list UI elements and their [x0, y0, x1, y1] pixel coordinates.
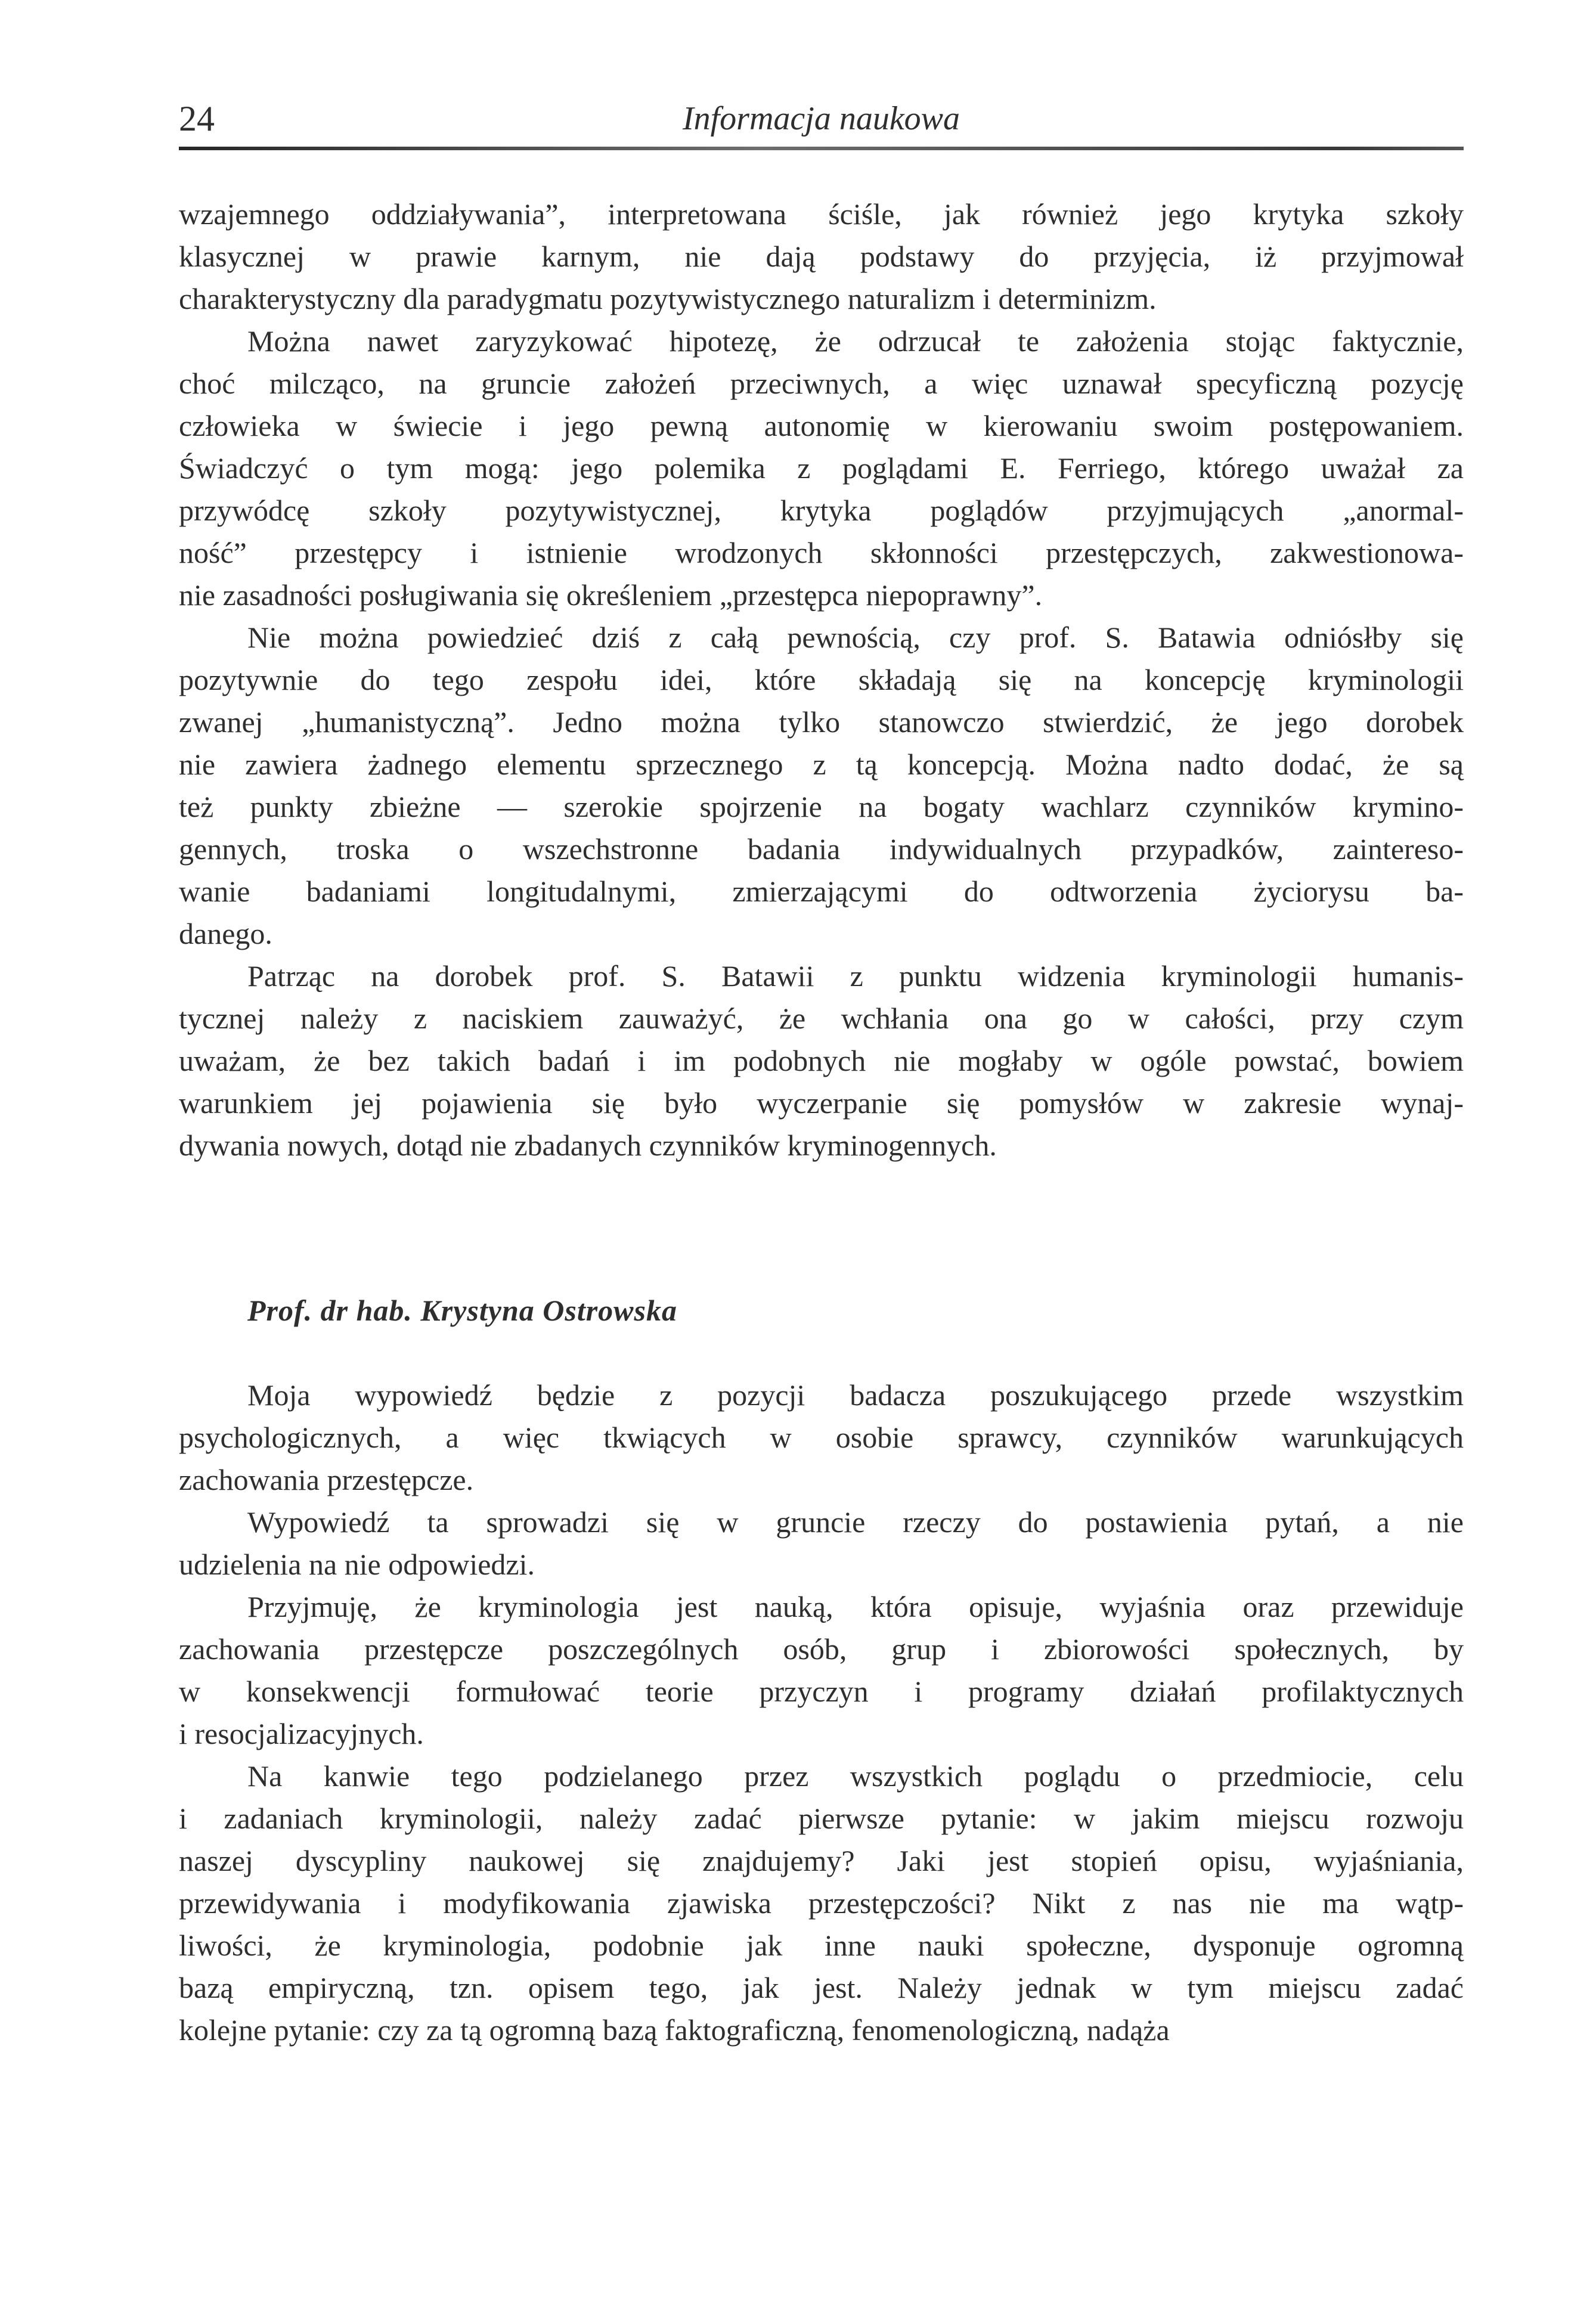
running-title: Informacja naukowa [682, 100, 960, 137]
page-body [179, 150, 1464, 2051]
text-line: i resocjalizacyjnych. [179, 1717, 424, 1750]
text-line: danego. [179, 917, 272, 950]
text-line: Moja wypowiedź będzie z pozycji badacza poszukującego przede wszystkim [247, 1378, 1464, 1412]
text-line: liwości, że kryminologia, podobnie jak inne nauki społeczne, dysponuje ogromną [179, 1929, 1464, 1962]
text-line: tycznej należy z naciskiem zauważyć, że wchłania ona go w całości, przy czym [179, 1002, 1464, 1035]
text-line: zwanej „humanistyczną”. Jedno można tylko stanowczo stwierdzić, że jego dorobek [179, 705, 1464, 739]
paragraph [179, 320, 1464, 616]
paragraph [179, 616, 1464, 955]
text-line: przywódcę szkoły pozytywistycznej, krytyka poglądów przyjmujących „anormal- [179, 494, 1464, 527]
text-line: zachowania przestępcze. [179, 1463, 474, 1496]
paragraph [179, 1755, 1464, 2051]
text-line: warunkiem jej pojawienia się było wyczerpanie się pomysłów w zakresie wynaj- [179, 1086, 1464, 1120]
text-column [179, 0, 1464, 2051]
text-line: psychologicznych, a więc tkwiących w osobie sprawcy, czynników warunkujących [179, 1421, 1464, 1454]
page-header [179, 0, 1464, 137]
paragraph [179, 193, 1464, 320]
text-line: Przyjmuję, że kryminologia jest nauką, która opisuje, wyjaśnia oraz przewiduje [247, 1590, 1464, 1623]
text-line: Można nawet zaryzykować hipotezę, że odrzucał te założenia stojąc faktycznie, [247, 324, 1464, 358]
section-author-heading: Prof. dr hab. Krystyna Ostrowska [247, 1294, 677, 1327]
text-line: wanie badaniami longitudalnymi, zmierzającymi do odtworzenia życiorysu ba- [179, 875, 1464, 908]
paragraph [179, 1374, 1464, 1501]
text-line: kolejne pytanie: czy za tą ogromną bazą faktograficzną, fenomenologiczną, nadąża [179, 2013, 1170, 2047]
paragraph [179, 1501, 1464, 1586]
text-line: pozytywnie do tego zespołu idei, które składają się na koncepcję kryminologii [179, 663, 1464, 696]
text-line: uważam, że bez takich badań i im podobnych nie mogłaby w ogóle powstać, bowiem [179, 1044, 1464, 1077]
text-line: dywania nowych, dotąd nie zbadanych czynników kryminogennych. [179, 1129, 997, 1162]
text-line: w konsekwencji formułować teorie przyczyn i programy działań profilaktycznych [179, 1675, 1464, 1708]
text-line: choć milcząco, na gruncie założeń przeciwnych, a więc uznawał specyficzną pozycję [179, 367, 1464, 400]
text-line: klasycznej w prawie karnym, nie dają podstawy do przyjęcia, iż przyjmował [179, 240, 1464, 273]
text-line: charakterystyczny dla paradygmatu pozytywistycznego naturalizm i determinizm. [179, 282, 1157, 315]
text-line: Nie można powiedzieć dziś z całą pewnością, czy prof. S. Batawia odniósłby się [247, 621, 1464, 654]
text-line: udzielenia na nie odpowiedzi. [179, 1548, 535, 1581]
text-line: nie zasadności posługiwania się określeniem „przestępca niepoprawny”. [179, 578, 1043, 612]
text-line: człowieka w świecie i jego pewną autonomię w kierowaniu swoim postępowaniem. [179, 409, 1464, 442]
paragraph [179, 1586, 1464, 1755]
text-line: wzajemnego oddziaływania”, interpretowana ściśle, jak również jego krytyka szkoły [179, 197, 1464, 231]
text-line: bazą empiryczną, tzn. opisem tego, jak jest. Należy jednak w tym miejscu zadać [179, 1971, 1464, 2004]
text-line: nie zawiera żadnego elementu sprzecznego z tą koncepcją. Można nadto dodać, że są [179, 748, 1464, 781]
text-line: naszej dyscypliny naukowej się znajdujemy? Jaki jest stopień opisu, wyjaśniania, [179, 1844, 1464, 1877]
page-number: 24 [179, 99, 215, 138]
text-line: przewidywania i modyfikowania zjawiska przestępczości? Nikt z nas nie ma wątp- [179, 1886, 1464, 1920]
paragraph [179, 955, 1464, 1167]
text-line: i zadaniach kryminologii, należy zadać pierwsze pytanie: w jakim miejscu rozwoju [179, 1802, 1464, 1835]
text-line: też punkty zbieżne — szerokie spojrzenie na bogaty wachlarz czynników krymino- [179, 790, 1464, 823]
text-line: Wypowiedź ta sprowadzi się w gruncie rzeczy do postawienia pytań, a nie [247, 1505, 1464, 1539]
text-line: zachowania przestępcze poszczególnych osób, grup i zbiorowości społecznych, by [179, 1632, 1464, 1666]
text-line: Na kanwie tego podzielanego przez wszystkich poglądu o przedmiocie, celu [247, 1759, 1464, 1793]
text-line: Świadczyć o tym mogą: jego polemika z poglądami E. Ferriego, którego uważał za [179, 451, 1464, 485]
text-line: ność” przestępcy i istnienie wrodzonych skłonności przestępczych, zakwestionowa- [179, 536, 1464, 569]
text-line: gennych, troska o wszechstronne badania indywidualnych przypadków, zaintereso- [179, 832, 1464, 866]
text-line: Patrząc na dorobek prof. S. Batawii z punktu widzenia kryminologii humanis- [247, 959, 1464, 993]
